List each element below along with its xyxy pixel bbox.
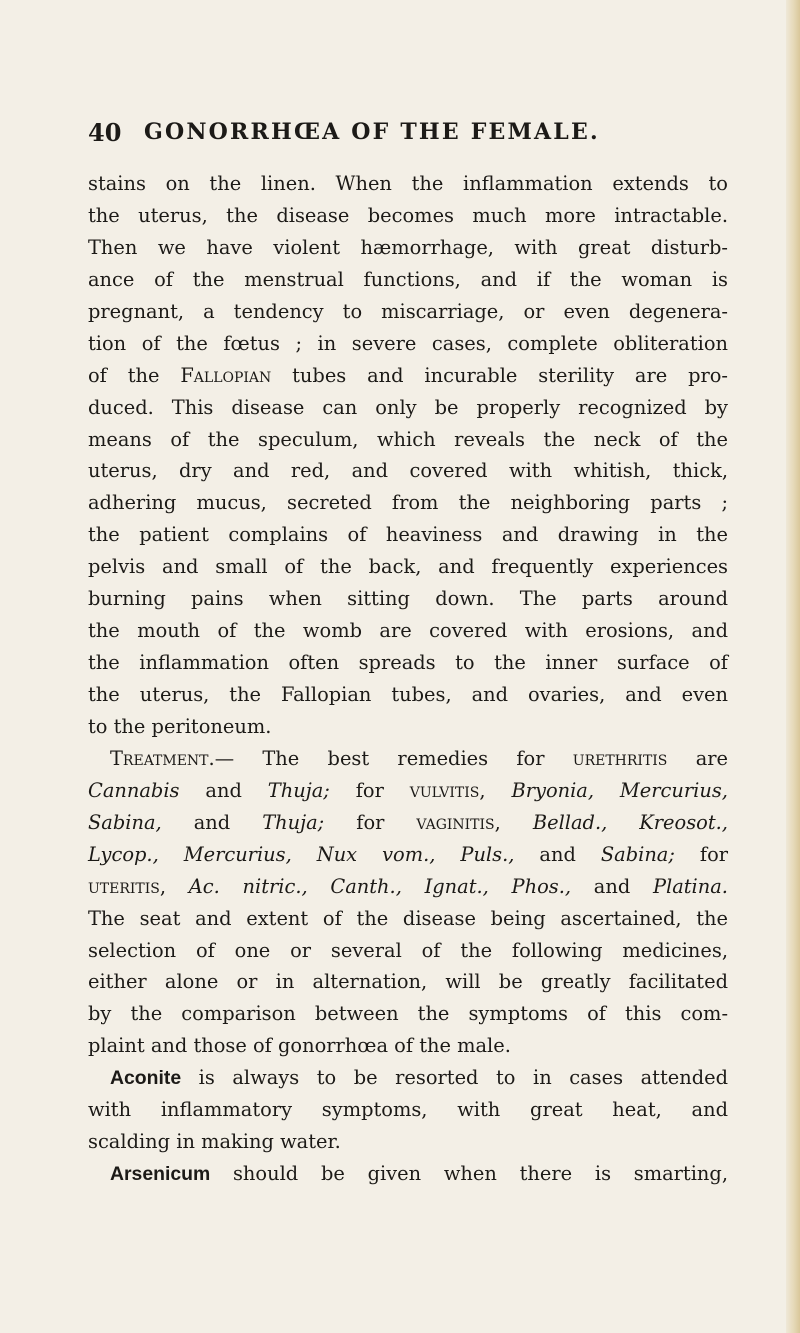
text-run: and xyxy=(539,842,576,866)
text-line xyxy=(88,775,728,807)
remedy-name: Thuja; xyxy=(262,810,325,834)
text-line: uterus, dry and red, and covered with whitish, thick, xyxy=(88,459,728,483)
text-run: for xyxy=(356,810,385,834)
text-line: the mouth of the womb are covered with erosions, and xyxy=(88,619,728,643)
term-vaginitis: vaginitis, xyxy=(416,810,501,834)
remedy-name: Thuja; xyxy=(267,778,330,802)
remedy-heading-aconite: Aconite xyxy=(110,1067,182,1090)
text-line: burning pains when sitting down. The parts around xyxy=(88,587,728,611)
text-line: stains on the linen. When the inflammation extends to xyxy=(88,172,728,195)
running-title: GONORRHŒA OF THE FEMALE. xyxy=(144,119,600,145)
remedy-name: Bryonia, Mercurius, xyxy=(511,778,728,802)
remedy-name: Sabina, xyxy=(88,810,162,834)
text-line: ance of the menstrual functions, and if the woman is xyxy=(88,267,728,291)
text-run: should be given when there is smarting, xyxy=(232,1162,728,1186)
text-line: scalding in making water. xyxy=(88,1130,341,1154)
text-line: the patient complains of heaviness and drawing in the xyxy=(88,523,728,547)
text-run: of the xyxy=(88,363,160,387)
text-run: are xyxy=(695,746,728,770)
treatment-heading-line xyxy=(88,743,728,775)
text-line: either alone or in alternation, will be greatly facilitated xyxy=(88,970,728,994)
text-line: pregnant, a tendency to miscarriage, or even degenera- xyxy=(88,299,728,323)
text-line xyxy=(88,360,728,392)
remedy-heading-arsenicum: Arsenicum xyxy=(110,1163,211,1186)
arsenicum-paragraph-line xyxy=(88,1158,728,1190)
text-run: tubes and incurable sterility are pro- xyxy=(292,363,728,387)
treatment-heading: Treatment. xyxy=(110,746,215,770)
remedy-name: Cannabis xyxy=(88,778,180,802)
term-urethritis: urethritis xyxy=(572,746,668,770)
text-line: the uterus, the Fallopian tubes, and ovaries, and even xyxy=(88,683,728,706)
text-line: means of the speculum, which reveals the neck of the xyxy=(88,427,728,451)
aconite-paragraph-line xyxy=(88,1062,728,1094)
text-line xyxy=(88,807,728,839)
remedy-name: Platina. xyxy=(652,874,728,898)
remedy-name: Ac. nitric., Canth., Ignat., Phos., xyxy=(188,874,572,898)
text-run: and xyxy=(205,778,242,802)
text-line: selection of one or several of the following medicines, xyxy=(88,938,728,962)
text-line: by the comparison between the symptoms of this com- xyxy=(88,1002,728,1026)
text-run: — The best remedies for xyxy=(214,746,545,770)
term-fallopian: Fallopian xyxy=(180,363,272,387)
text-line: to the peritoneum. xyxy=(88,714,272,738)
remedy-name: Lycop., Mercurius, Nux vom., Puls., xyxy=(88,842,515,866)
term-uteritis: uteritis, xyxy=(88,874,167,898)
term-vulvitis: vulvitis, xyxy=(409,778,486,802)
text-run: for xyxy=(355,778,384,802)
text-line: pelvis and small of the back, and frequently experiences xyxy=(88,555,728,579)
text-line: the uterus, the disease becomes much more intractable. xyxy=(88,203,728,227)
text-run: for xyxy=(699,842,729,866)
page-edge-shadow xyxy=(786,0,800,1333)
text-line: the inflammation often spreads to the inner surface of xyxy=(88,651,728,675)
text-line: The seat and extent of the disease being ascertained, the xyxy=(88,906,728,930)
text-line xyxy=(88,871,728,903)
text-run: and xyxy=(593,874,631,898)
remedy-name: Bellad., Kreosot., xyxy=(532,810,728,834)
text-run: is always to be resorted to in cases attended xyxy=(198,1066,728,1090)
page-header xyxy=(88,118,728,154)
text-line xyxy=(88,839,728,871)
text-line: plaint and those of gonorrhœa of the male. xyxy=(88,1034,511,1058)
text-line: with inflammatory symptoms, with great heat, and xyxy=(88,1098,728,1122)
remedy-name: Sabina; xyxy=(600,842,675,866)
text-run: and xyxy=(193,810,231,834)
text-line: Then we have violent hæmorrhage, with great disturb- xyxy=(88,235,728,259)
page-number: 40 xyxy=(88,118,122,147)
text-line: adhering mucus, secreted from the neighboring parts ; xyxy=(88,491,728,515)
body-text xyxy=(88,168,728,1190)
text-line: duced. This disease can only be properly recognized by xyxy=(88,395,728,419)
text-line: tion of the fœtus ; in severe cases, complete obliteration xyxy=(88,331,728,355)
